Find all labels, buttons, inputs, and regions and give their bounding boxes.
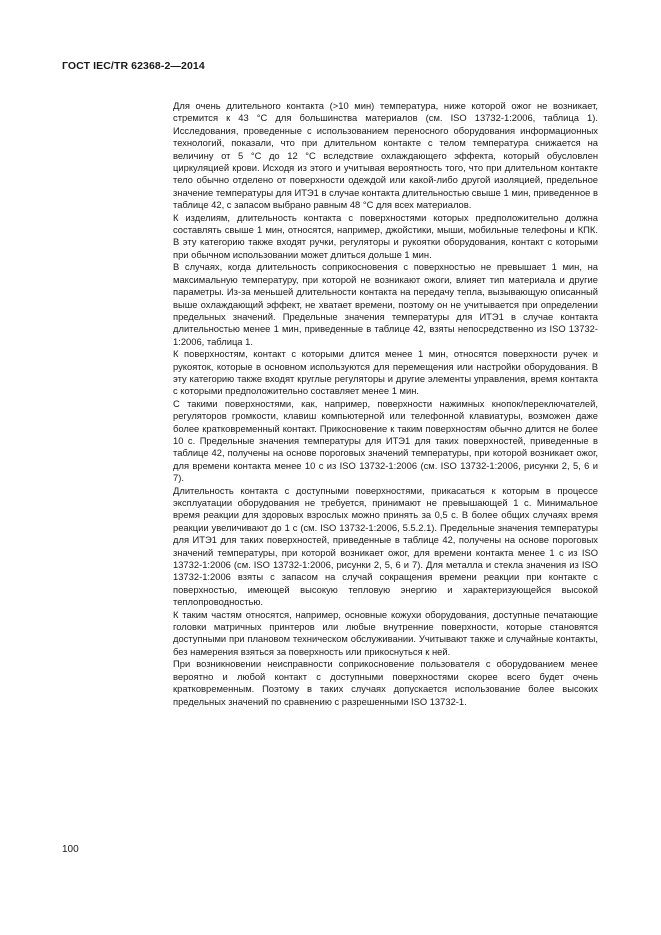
paragraph: С такими поверхностями, как, например, поверхности нажимных кнопок/переключателей, регуляторов громкости, клавиш компьютерной или телефонной клавиатуры, возможен даже более кратковременный контакт. Прикосновение к таким поверхностям обычно длится не более 10 с. Предельные значения температуры для ИТЭ1 для таких поверхностей, приведенные в таблице 42, получены на основе пороговых значений температуры, при которой возникает ожог, для времени контакта менее 10 с из ISO 13732-1:2006 (см. ISO 13732-1:2006, рисунки 2, 5, 6 и 7). [173, 397, 598, 484]
paragraph: К изделиям, длительность контакта с поверхностями которых предположительно должна составлять свыше 1 мин, относятся, например, джойстики, мыши, мобильные телефоны и КПК. В эту категорию также входят ручки, регуляторы и рукоятки оборудования, контакт с которыми при обычном использовании может длиться дольше 1 мин. [173, 211, 598, 260]
document-body [173, 100, 598, 708]
page-number: 100 [62, 844, 79, 855]
paragraph: В случаях, когда длительность соприкосновения с поверхностью не превышает 1 мин, на максимальную температуру, при которой не возникают ожоги, влияет тип материала и другие параметры. Из-за меньшей длительности контакта на передачу тепла, вызывающую описанный выше охлаждающий эффект, не хватает времени, поэтому он не учитывается при определении предельных значений. Предельные значения температуры для ИТЭ1 в случае контакта длительностью менее 1 мин, приведенные в таблице 42, взяты непосредственно из ISO 13732-1:2006, таблица 1. [173, 261, 598, 347]
paragraph: К таким частям относятся, например, основные кожухи оборудования, доступные печатающие головки матричных принтеров или любые внутренние поверхности, которые становятся доступными при плановом техническом обслуживании. Учитывают также и случайные контакты, без намерения взяться за поверхность или прикоснуться к ней. [173, 608, 598, 657]
paragraph: Для очень длительного контакта (>10 мин) температура, ниже которой ожог не возникает, стремится к 43 °С для большинства материалов (см. ISO 13732-1:2006, таблица 1). Исследования, проведенные с использованием переносного оборудования информационных технологий, показали, что при длительном контакте с телом температура снижается на величину от 5 °С до 12 °С вследствие охлаждающего эффекта, который обусловлен циркуляцией крови. Исходя из этого и учитывая вероятность того, что при длительном контакте тело обычно отделено от поверхности одеждой или какой-либо другой изоляцией, предельное значение температуры для ИТЭ1 в случае контакта длительностью свыше 1 мин, приведенное в таблице 42, с запасом выбрано равным 48 °С для всех материалов. [173, 100, 598, 211]
paragraph: Длительность контакта с доступными поверхностями, прикасаться к которым в процессе эксплуатации оборудования не требуется, принимают не превышающей 1 с. Минимальное время реакции для здоровых взрослых можно принять за 0,5 с. В более общих случаях время реакции увеличивают до 1 с (см. ISO 13732-1:2006, 5.5.2.1). Предельные значения температуры для ИТЭ1 для таких поверхностей, приведенные в таблице 42, получены на основе пороговых значений температуры, при которой возникает ожог, для времени контакта менее 1 с из ISO 13732-1:2006 (см. ISO 13732-1:2006, рисунки 2, 5, 6 и 7). Для металла и стекла значения из ISO 13732-1:2006 взяты с запасом на случай сокращения времени реакции при контакте с поверхностью, имеющей высокую тепловую энергию и характеризующейся высокой теплопроводностью. [173, 484, 598, 608]
paragraph: К поверхностям, контакт с которыми длится менее 1 мин, относятся поверхности ручек и рукояток, которые в основном используются для перемещения или настройки оборудования. В эту категорию также входят круглые регуляторы и другие элементы управления, время контакта с которыми предположительно составляет менее 1 мин. [173, 348, 598, 397]
document-header: ГОСТ IEC/TR 62368-2—2014 [62, 60, 205, 72]
paragraph: При возникновении неисправности соприкосновение пользователя с оборудованием менее вероятно и любой контакт с доступными поверхностями скорее всего будет очень кратковременным. Поэтому в таких случаях допускается использование более высоких предельных значений по сравнению с разрешенными ISO 13732-1. [173, 658, 598, 707]
